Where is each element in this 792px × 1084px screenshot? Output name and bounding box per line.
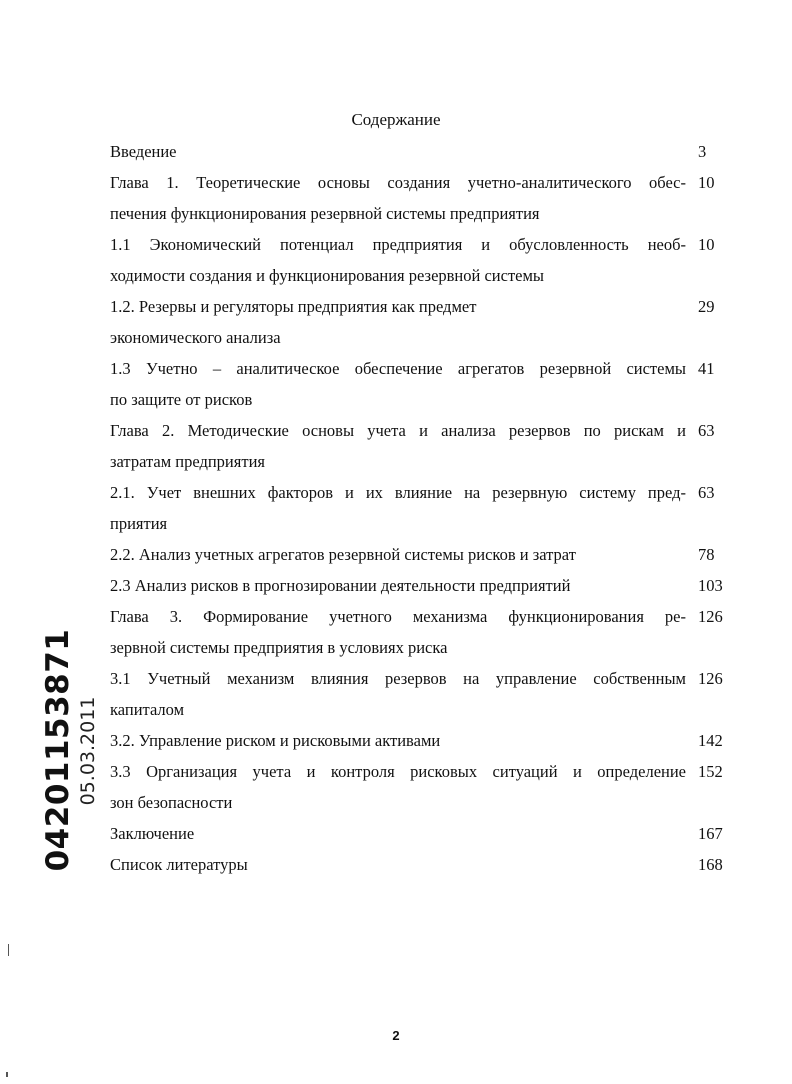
toc-entry-text bbox=[110, 539, 686, 570]
toc-line: экономического анализа bbox=[110, 328, 281, 347]
toc-entry-text bbox=[110, 663, 686, 725]
toc-line: 3.3 Организация учета и контроля рисковых ситуаций и определение bbox=[110, 762, 686, 781]
toc-line: 3.2. Управление риском и рисковыми активами bbox=[110, 731, 441, 750]
toc-line: затратам предприятия bbox=[110, 452, 265, 471]
toc-page-number: 3 bbox=[698, 142, 707, 161]
toc-line: капиталом bbox=[110, 700, 185, 719]
toc-line: приятия bbox=[110, 514, 168, 533]
toc-page-number: 41 bbox=[698, 359, 715, 378]
toc-page-number: 142 bbox=[698, 731, 723, 750]
toc-line: 1.2. Резервы и регуляторы предприятия как предмет bbox=[110, 297, 477, 316]
toc-line: зон безопасности bbox=[110, 793, 233, 812]
toc-page-number: 78 bbox=[698, 545, 715, 564]
toc-page-number: 63 bbox=[698, 421, 715, 440]
toc-entry-text bbox=[110, 477, 686, 539]
toc-page-number: 126 bbox=[698, 607, 723, 626]
toc-line: 3.1 Учетный механизм влияния резервов на управление собственным bbox=[110, 669, 686, 688]
library-stamp-id: 04201153871 bbox=[40, 628, 76, 872]
toc-page-number: 29 bbox=[698, 297, 715, 316]
toc-page-number: 152 bbox=[698, 762, 723, 781]
toc-page-number: 168 bbox=[698, 855, 723, 874]
toc-line: 1.1 Экономический потенциал предприятия и обусловленность необ- bbox=[110, 235, 686, 254]
scan-speck bbox=[8, 944, 9, 956]
toc-line: Введение bbox=[110, 142, 177, 161]
toc-entry-text bbox=[110, 167, 686, 229]
scan-speck bbox=[6, 1072, 8, 1077]
toc-line: 1.3 Учетно – аналитическое обеспечение агрегатов резервной системы bbox=[110, 359, 686, 378]
toc-line: ходимости создания и функционирования резервной системы bbox=[110, 266, 545, 285]
toc-entry-text bbox=[110, 725, 686, 756]
toc-page-number: 10 bbox=[698, 173, 715, 192]
toc-entry-text bbox=[110, 229, 686, 291]
toc-line: 2.3 Анализ рисков в прогнозировании деятельности предприятий bbox=[110, 576, 571, 595]
page-title: Содержание bbox=[351, 110, 441, 129]
toc-entry-text bbox=[110, 570, 686, 601]
toc-entry-text bbox=[110, 849, 686, 880]
toc-line: 2.1. Учет внешних факторов и их влияние на резервную систему пред- bbox=[110, 483, 686, 502]
page-number: 2 bbox=[392, 1028, 400, 1043]
toc-entry-text bbox=[110, 415, 686, 477]
toc-entry-text bbox=[110, 818, 686, 849]
toc-line: по защите от рисков bbox=[110, 390, 253, 409]
toc-entry-text bbox=[110, 756, 686, 818]
toc-line: Заключение bbox=[110, 824, 195, 843]
toc-page-number: 103 bbox=[698, 576, 723, 595]
toc-page-number: 63 bbox=[698, 483, 715, 502]
toc-entry-text bbox=[110, 601, 686, 663]
toc-line: 2.2. Анализ учетных агрегатов резервной системы рисков и затрат bbox=[110, 545, 576, 564]
toc-page-number: 10 bbox=[698, 235, 715, 254]
toc-entry-text bbox=[110, 136, 686, 167]
toc-line: печения функционирования резервной системы предприятия bbox=[110, 204, 540, 223]
toc-line: Глава 3. Формирование учетного механизма функционирования ре- bbox=[110, 607, 686, 626]
toc-line: зервной системы предприятия в условиях риска bbox=[110, 638, 448, 657]
toc-line: Глава 1. Теоретические основы создания учетно-аналитического обес- bbox=[110, 173, 686, 192]
toc-line: Глава 2. Методические основы учета и анализа резервов по рискам и bbox=[110, 421, 686, 440]
toc-page-number: 167 bbox=[698, 824, 723, 843]
library-stamp-date: 05.03.2011 bbox=[77, 696, 99, 806]
toc-entry-text bbox=[110, 353, 686, 415]
toc-page-number: 126 bbox=[698, 669, 723, 688]
toc-line: Список литературы bbox=[110, 855, 248, 874]
toc-entry-text bbox=[110, 291, 686, 353]
